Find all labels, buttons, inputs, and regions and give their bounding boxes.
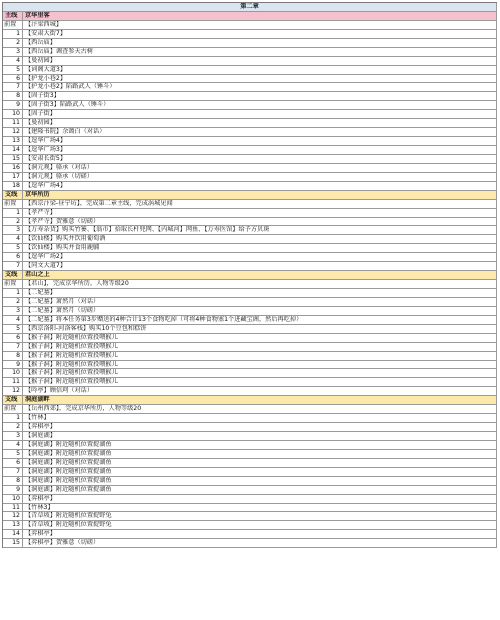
step-description: 【逗华广场4】 bbox=[23, 137, 497, 145]
step-description: 【护龙小巷2】 bbox=[23, 75, 497, 83]
step-description: 【固子街3】 bbox=[23, 92, 497, 100]
table-row bbox=[3, 486, 497, 495]
step-description: 【安肃大街7】 bbox=[23, 30, 497, 38]
table-row bbox=[3, 343, 497, 352]
step-description: 【西岳庙】 bbox=[23, 39, 497, 47]
table-row bbox=[3, 521, 497, 530]
table-row bbox=[3, 235, 497, 244]
step-number: 9 bbox=[3, 486, 23, 494]
section-name: 君山之上 bbox=[23, 271, 497, 279]
step-number: 11 bbox=[3, 504, 23, 512]
table-row bbox=[3, 450, 497, 459]
step-number: 15 bbox=[3, 155, 23, 163]
step-description: 【弈棋亭】贺雅意（切磋） bbox=[23, 539, 497, 547]
table-row bbox=[3, 128, 497, 137]
step-number: 7 bbox=[3, 468, 23, 476]
step-description: 【西岳庙】调查参天古树 bbox=[23, 48, 497, 56]
step-number: 2 bbox=[3, 423, 23, 431]
step-number: 4 bbox=[3, 316, 23, 324]
step-number: 15 bbox=[3, 539, 23, 547]
step-number: 14 bbox=[3, 146, 23, 154]
step-description: 【西京洛阳-河洛客栈】购买10个豆包和糕饼 bbox=[23, 325, 497, 333]
table-row bbox=[3, 48, 497, 57]
table-row bbox=[3, 477, 497, 486]
step-description: 【孝严寺】 bbox=[23, 209, 497, 217]
table-row bbox=[3, 218, 497, 227]
table-row bbox=[3, 182, 497, 191]
table-row bbox=[3, 316, 497, 325]
step-number: 前置 bbox=[3, 200, 23, 208]
table-row bbox=[3, 289, 497, 298]
step-description: 【君山】，完成京华所历，人物等级20 bbox=[23, 280, 497, 288]
section-type-label: 支线 bbox=[3, 271, 23, 279]
section-header-row bbox=[3, 271, 497, 280]
step-number: 5 bbox=[3, 66, 23, 74]
step-description: 【饮仙楼】购买并食用鹿脯 bbox=[23, 244, 497, 252]
step-number: 5 bbox=[3, 244, 23, 252]
step-number: 1 bbox=[3, 289, 23, 297]
table-row bbox=[3, 119, 497, 128]
step-description: 【曼初园】 bbox=[23, 57, 497, 65]
step-number: 6 bbox=[3, 75, 23, 83]
step-description: 【西京汴梁-昼宁坊】，完成第二章主线，完成涡城见闻 bbox=[23, 200, 497, 208]
table-row bbox=[3, 414, 497, 423]
step-number: 17 bbox=[3, 173, 23, 181]
step-number: 12 bbox=[3, 387, 23, 395]
step-description: 【二妃墓】将本任务第3步赠送的4种合计13个食物吃掉（可将4种食物塞1个进藏宝阁，然后再吃掉） bbox=[23, 316, 497, 324]
table-row bbox=[3, 262, 497, 271]
section-type-label: 主线 bbox=[3, 12, 23, 20]
step-description: 【洞庭湖】附近随机位置捉湖鱼 bbox=[23, 450, 497, 458]
table-row bbox=[3, 30, 497, 39]
section-name: 洞庭湖畔 bbox=[23, 396, 497, 404]
step-number: 3 bbox=[3, 307, 23, 315]
step-number: 10 bbox=[3, 495, 23, 503]
table-row bbox=[3, 244, 497, 253]
step-number: 7 bbox=[3, 83, 23, 91]
section-name: 京华里客 bbox=[23, 12, 497, 20]
table-row bbox=[3, 21, 497, 30]
table-row bbox=[3, 155, 497, 164]
step-description: 【词阁大道3】 bbox=[23, 66, 497, 74]
table-row bbox=[3, 83, 497, 92]
quest-guide-sheet bbox=[2, 2, 497, 548]
step-number: 9 bbox=[3, 101, 23, 109]
step-number: 3 bbox=[3, 226, 23, 234]
table-row bbox=[3, 110, 497, 119]
step-number: 10 bbox=[3, 369, 23, 377]
step-description: 【弈棋亭】 bbox=[23, 495, 497, 503]
step-description: 【猴子洞】附近随机位置投喂猴儿 bbox=[23, 352, 497, 360]
step-description: 【猴子洞】附近随机位置投喂猴儿 bbox=[23, 334, 497, 342]
step-number: 2 bbox=[3, 218, 23, 226]
step-number: 前置 bbox=[3, 280, 23, 288]
step-number: 8 bbox=[3, 92, 23, 100]
table-row bbox=[3, 530, 497, 539]
table-row bbox=[3, 253, 497, 262]
table-row bbox=[3, 173, 497, 182]
step-number: 4 bbox=[3, 441, 23, 449]
table-row bbox=[3, 66, 497, 75]
table-row bbox=[3, 539, 497, 548]
step-description: 【固子街】 bbox=[23, 110, 497, 118]
step-description: 【逗华广场3】 bbox=[23, 146, 497, 154]
table-row bbox=[3, 307, 497, 316]
table-row bbox=[3, 200, 497, 209]
step-number: 14 bbox=[3, 530, 23, 538]
table-row bbox=[3, 57, 497, 66]
table-row bbox=[3, 405, 497, 414]
step-description: 【岳州西郊】，完成京华所历，人物等级20 bbox=[23, 405, 497, 413]
step-description: 【曼初园】 bbox=[23, 119, 497, 127]
section-type-label: 支线 bbox=[3, 396, 23, 404]
table-row bbox=[3, 352, 497, 361]
section-header-row bbox=[3, 12, 497, 21]
step-description: 【安肃长街5】 bbox=[23, 155, 497, 163]
table-row bbox=[3, 92, 497, 101]
step-description: 【洞元观】骆承（对话） bbox=[23, 164, 497, 172]
step-description: 【逗华广场4】 bbox=[23, 182, 497, 190]
step-description: 【猴子洞】附近随机位置投喂猴儿 bbox=[23, 369, 497, 377]
step-description: 【弈棋亭】 bbox=[23, 423, 497, 431]
table-row bbox=[3, 334, 497, 343]
step-description: 【猴子洞】附近随机位置投喂猴儿 bbox=[23, 343, 497, 351]
step-description: 【建隆书院】余蔼白（对话） bbox=[23, 128, 497, 136]
step-number: 11 bbox=[3, 119, 23, 127]
step-description: 【竹林】 bbox=[23, 414, 497, 422]
step-description: 【洞庭湖】附近随机位置捉湖鱼 bbox=[23, 468, 497, 476]
table-row bbox=[3, 378, 497, 387]
step-number: 6 bbox=[3, 253, 23, 261]
table-row bbox=[3, 209, 497, 218]
step-number: 18 bbox=[3, 182, 23, 190]
table-row bbox=[3, 226, 497, 235]
step-description: 【汴梁西城】 bbox=[23, 21, 497, 29]
table-row bbox=[3, 164, 497, 173]
step-description: 【洞庭湖】附近随机位置捉湖鱼 bbox=[23, 477, 497, 485]
step-description: 【吟亭】顾信珂（对话） bbox=[23, 387, 497, 395]
step-description: 【万寿杂货】购买竹篓、【翁市】拾取长杆兜网、【内城河】网鱼、【万寿医馆】给予方贝斑 bbox=[23, 226, 497, 234]
table-row bbox=[3, 459, 497, 468]
table-row bbox=[3, 387, 497, 396]
step-number: 5 bbox=[3, 325, 23, 333]
step-description: 【洞庭湖】 bbox=[23, 432, 497, 440]
step-number: 1 bbox=[3, 414, 23, 422]
table-row bbox=[3, 423, 497, 432]
step-number: 4 bbox=[3, 235, 23, 243]
step-number: 7 bbox=[3, 262, 23, 270]
step-description: 【弈棋亭】 bbox=[23, 530, 497, 538]
chapter-title-row bbox=[3, 3, 497, 12]
step-description: 【固子街3】陷路武人（锤斗） bbox=[23, 101, 497, 109]
step-number: 16 bbox=[3, 164, 23, 172]
step-description: 【护龙小巷2】陷路武人（锤斗） bbox=[23, 83, 497, 91]
step-number: 12 bbox=[3, 512, 23, 520]
step-description: 【二妃墓】萧然月（切磋） bbox=[23, 307, 497, 315]
table-row bbox=[3, 432, 497, 441]
step-number: 3 bbox=[3, 48, 23, 56]
section-header-row bbox=[3, 396, 497, 405]
step-number: 10 bbox=[3, 110, 23, 118]
section-type-label: 支线 bbox=[3, 191, 23, 199]
chapter-title: 第二章 bbox=[3, 3, 497, 11]
step-description: 【逗华广场2】 bbox=[23, 253, 497, 261]
step-number: 前置 bbox=[3, 21, 23, 29]
table-row bbox=[3, 280, 497, 289]
table-row bbox=[3, 369, 497, 378]
step-number: 8 bbox=[3, 352, 23, 360]
section-name: 京华所历 bbox=[23, 191, 497, 199]
step-description: 【猴子洞】附近随机位置投喂猴儿 bbox=[23, 378, 497, 386]
step-description: 【孝严寺】贺雅意（切磋） bbox=[23, 218, 497, 226]
table-row bbox=[3, 137, 497, 146]
step-number: 4 bbox=[3, 57, 23, 65]
step-description: 【竹林3】 bbox=[23, 504, 497, 512]
step-description: 【二妃墓】萧然月（对话） bbox=[23, 298, 497, 306]
step-number: 13 bbox=[3, 521, 23, 529]
step-number: 6 bbox=[3, 459, 23, 467]
step-number: 7 bbox=[3, 343, 23, 351]
step-description: 【青草坡】附近随机位置捉野兔 bbox=[23, 512, 497, 520]
table-row bbox=[3, 504, 497, 513]
section-header-row bbox=[3, 191, 497, 200]
step-description: 【洞庭湖】附近随机位置捉湖鱼 bbox=[23, 459, 497, 467]
table-row bbox=[3, 512, 497, 521]
step-number: 6 bbox=[3, 334, 23, 342]
step-description: 【同文大道7】 bbox=[23, 262, 497, 270]
step-description: 【青草坡】附近随机位置捉野兔 bbox=[23, 521, 497, 529]
table-row bbox=[3, 468, 497, 477]
table-row bbox=[3, 39, 497, 48]
table-row bbox=[3, 101, 497, 110]
step-description: 【二妃墓】 bbox=[23, 289, 497, 297]
table-row bbox=[3, 441, 497, 450]
table-row bbox=[3, 298, 497, 307]
step-number: 2 bbox=[3, 298, 23, 306]
step-number: 前置 bbox=[3, 405, 23, 413]
table-row bbox=[3, 75, 497, 84]
step-number: 5 bbox=[3, 450, 23, 458]
step-number: 2 bbox=[3, 39, 23, 47]
step-number: 11 bbox=[3, 378, 23, 386]
step-number: 8 bbox=[3, 477, 23, 485]
step-description: 【猴子洞】附近随机位置投喂猴儿 bbox=[23, 361, 497, 369]
step-number: 13 bbox=[3, 137, 23, 145]
step-description: 【洞元观】骆承（切磋） bbox=[23, 173, 497, 181]
step-number: 9 bbox=[3, 361, 23, 369]
table-row bbox=[3, 495, 497, 504]
step-description: 【洞庭湖】附近随机位置捉湖鱼 bbox=[23, 486, 497, 494]
step-number: 3 bbox=[3, 432, 23, 440]
step-description: 【饮仙楼】购买并饮用葡萄酒 bbox=[23, 235, 497, 243]
table-row bbox=[3, 361, 497, 370]
table-row bbox=[3, 325, 497, 334]
step-number: 1 bbox=[3, 209, 23, 217]
quest-table-body bbox=[3, 12, 497, 548]
step-number: 12 bbox=[3, 128, 23, 136]
step-number: 1 bbox=[3, 30, 23, 38]
table-row bbox=[3, 146, 497, 155]
step-description: 【洞庭湖】附近随机位置捉湖鱼 bbox=[23, 441, 497, 449]
